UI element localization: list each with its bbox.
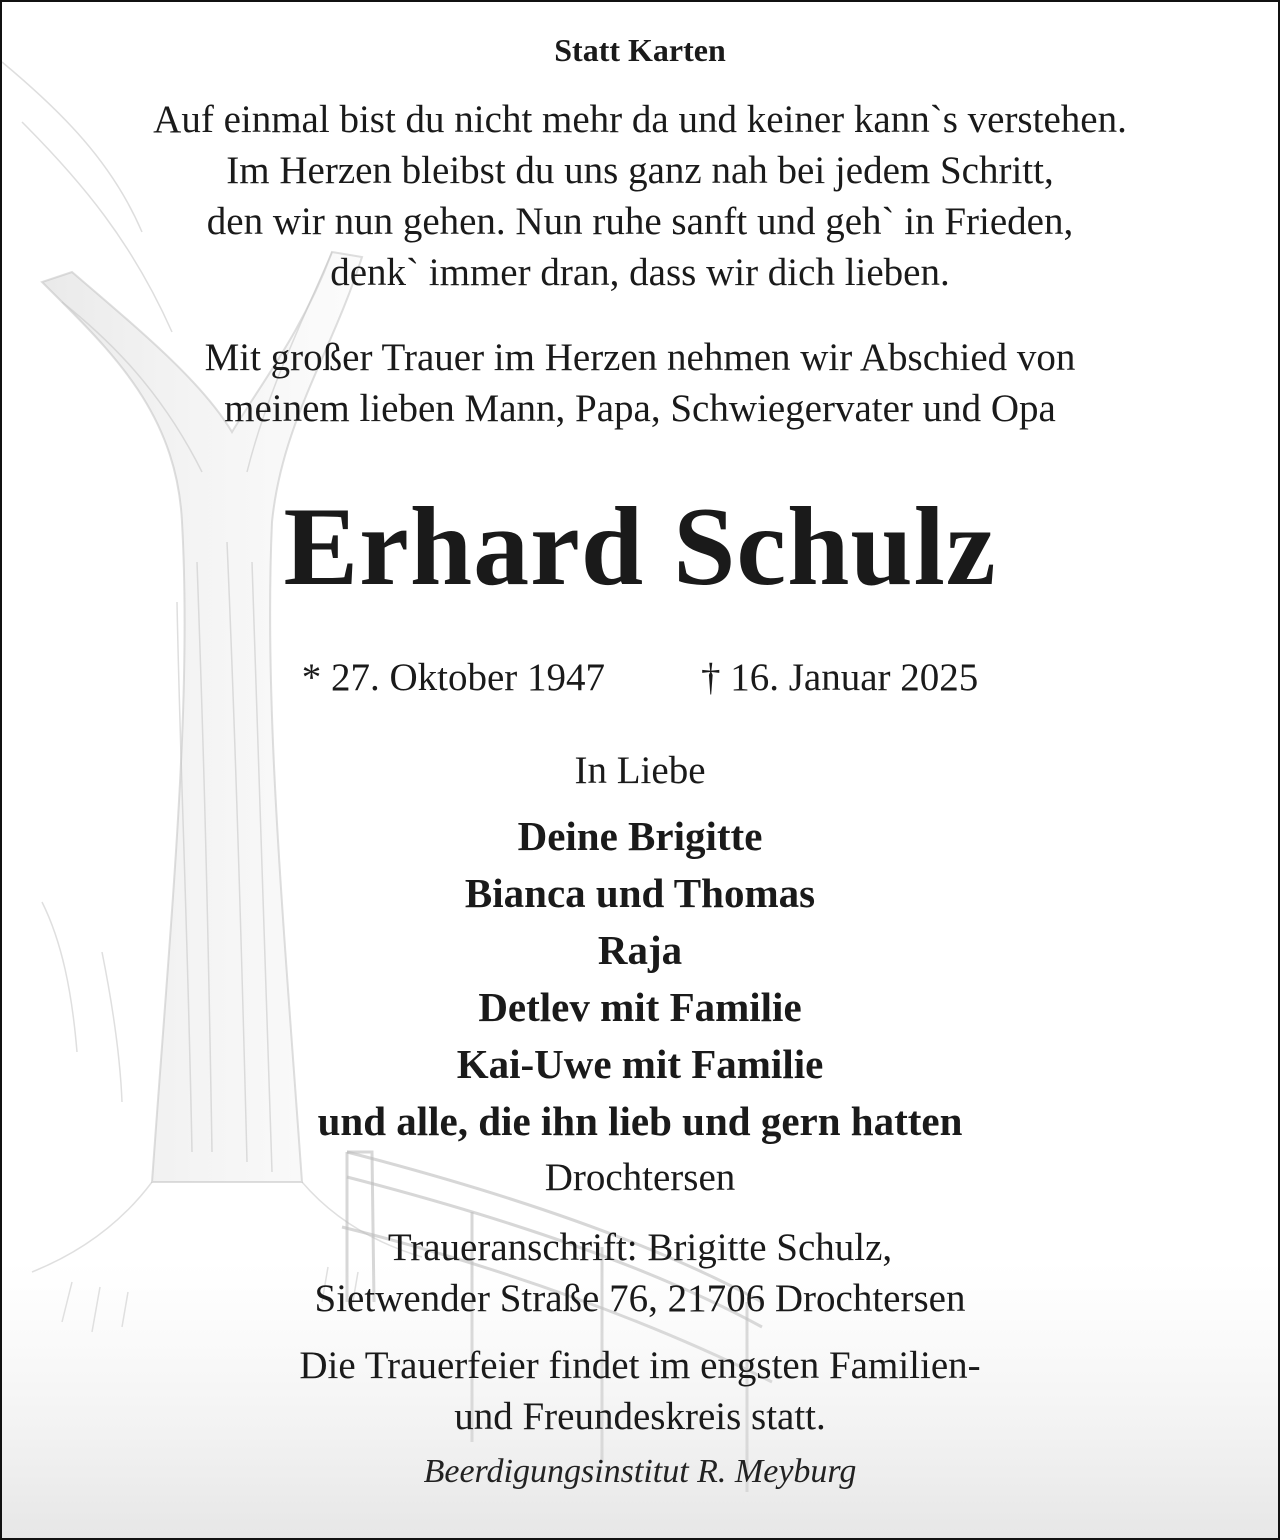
ceremony-line: Die Trauerfeier findet im engsten Familien- — [299, 1344, 981, 1387]
ceremony-line: und Freundeskreis statt. — [454, 1395, 826, 1438]
birth-date: * 27. Oktober 1947 — [301, 656, 605, 699]
mourner-entry: Deine Brigitte — [517, 813, 763, 859]
intro-line: Mit großer Trauer im Herzen nehmen wir Abschied von — [204, 336, 1076, 379]
death-date: † 16. Januar 2025 — [701, 656, 979, 699]
poem-line: Im Herzen bleibst du uns ganz nah bei jedem Schritt, — [226, 149, 1054, 192]
life-dates — [2, 652, 1278, 703]
mourner-entry: Detlev mit Familie — [478, 984, 802, 1030]
notice-content — [2, 2, 1278, 1538]
poem-line: Auf einmal bist du nicht mehr da und keiner kann`s verstehen. — [153, 98, 1127, 141]
deceased-name: Erhard Schulz — [283, 485, 997, 609]
poem-verse — [2, 94, 1278, 298]
ceremony-note — [2, 1340, 1278, 1442]
mourning-address — [2, 1222, 1278, 1324]
address-line: Traueranschrift: Brigitte Schulz, — [387, 1226, 893, 1269]
mourner-entry: Kai-Uwe mit Familie — [456, 1041, 824, 1087]
place-name: Drochtersen — [544, 1156, 736, 1199]
mourner-entry: und alle, die ihn lieb und gern hatten — [317, 1098, 963, 1144]
in-love-label: In Liebe — [574, 749, 706, 792]
header-title: Statt Karten — [554, 32, 726, 68]
poem-line: den wir nun gehen. Nun ruhe sanft und geh` in Frieden, — [206, 200, 1074, 243]
intro-line: meinem lieben Mann, Papa, Schwiegervater und Opa — [224, 387, 1056, 430]
poem-line: denk` immer dran, dass wir dich lieben. — [330, 251, 950, 294]
address-line: Sietwender Straße 76, 21706 Drochtersen — [314, 1277, 966, 1320]
mourners-list — [2, 808, 1278, 1150]
mourner-entry: Bianca und Thomas — [464, 870, 816, 916]
intro-text — [2, 332, 1278, 434]
mourner-entry: Raja — [597, 927, 683, 973]
funeral-home-signature: Beerdigungsinstitut R. Meyburg — [423, 1453, 857, 1490]
